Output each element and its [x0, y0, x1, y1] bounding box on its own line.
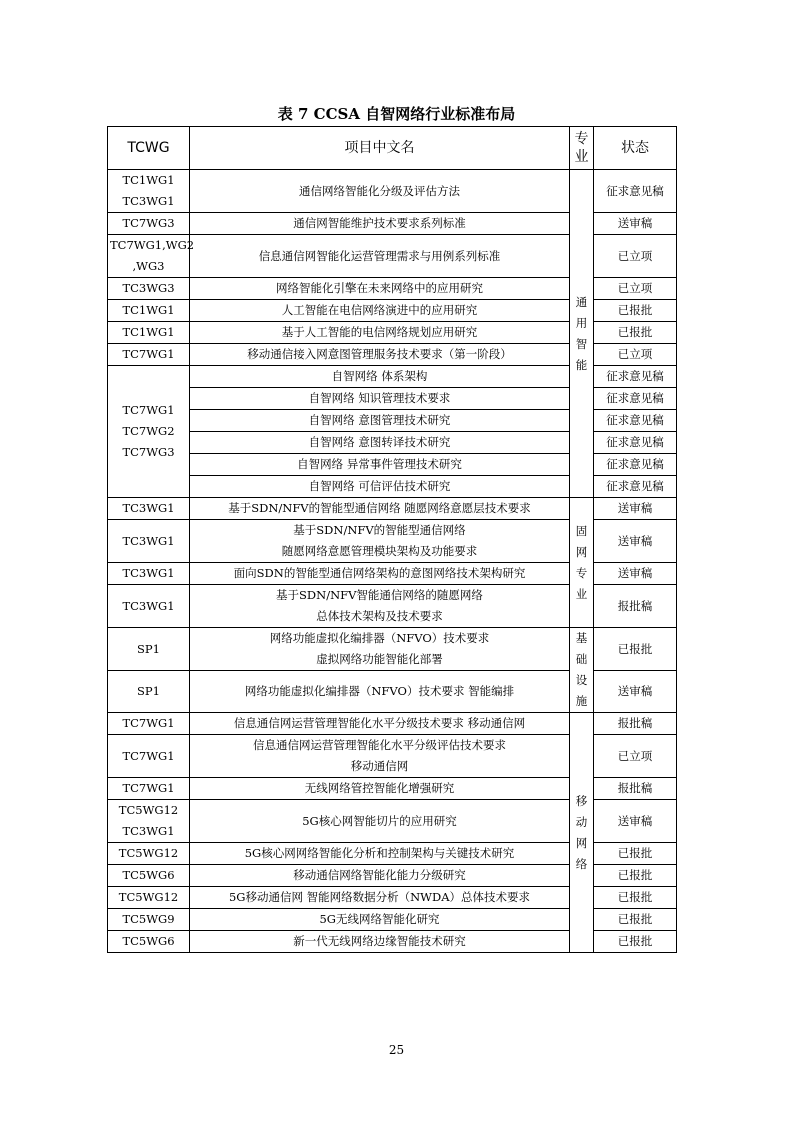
cell-tcwg: TC7WG1 [108, 713, 190, 735]
cell-project: 5G无线网络智能化研究 [190, 909, 570, 931]
cell-project: 网络功能虚拟化编排器（NFVO）技术要求 虚拟网络功能智能化部署 [190, 628, 570, 671]
table-row [108, 713, 677, 735]
cell-status: 征求意见稿 [594, 388, 677, 410]
cell-project: 5G核心网网络智能化分析和控制架构与关键技术研究 [190, 843, 570, 865]
cell-tcwg: TC3WG3 [108, 278, 190, 300]
cell-status: 送审稿 [594, 800, 677, 843]
cell-major-mobile: 移动网络 [570, 713, 594, 953]
cell-status: 已报批 [594, 887, 677, 909]
cell-status: 已报批 [594, 843, 677, 865]
cell-tcwg: TC5WG6 [108, 865, 190, 887]
cell-status: 已报批 [594, 628, 677, 671]
cell-status: 送审稿 [594, 563, 677, 585]
cell-status: 已报批 [594, 931, 677, 953]
cell-major-infra: 基础设施 [570, 628, 594, 713]
cell-tcwg: TC7WG3 [108, 213, 190, 235]
cell-tcwg: TC5WG12 [108, 887, 190, 909]
page-number: 25 [388, 1043, 405, 1057]
cell-tcwg: SP1 [108, 628, 190, 671]
cell-tcwg: TC5WG12 [108, 843, 190, 865]
cell-project: 自智网络 意图转译技术研究 [190, 432, 570, 454]
cell-tcwg: TC5WG6 [108, 931, 190, 953]
cell-project: 基于人工智能的电信网络规划应用研究 [190, 322, 570, 344]
table-row [108, 498, 677, 520]
cell-status: 征求意见稿 [594, 432, 677, 454]
cell-tcwg: TC1WG1 TC3WG1 [108, 170, 190, 213]
cell-status: 已立项 [594, 735, 677, 778]
cell-status: 征求意见稿 [594, 476, 677, 498]
cell-tcwg: TC7WG1 [108, 344, 190, 366]
cell-status: 已立项 [594, 278, 677, 300]
header-project: 项目中文名 [190, 127, 570, 170]
cell-project: 移动通信接入网意图管理服务技术要求（第一阶段） [190, 344, 570, 366]
cell-project: 信息通信网运营管理智能化水平分级技术要求 移动通信网 [190, 713, 570, 735]
cell-tcwg: TC7WG1 [108, 735, 190, 778]
standards-table [107, 126, 677, 953]
cell-project: 通信网络智能化分级及评估方法 [190, 170, 570, 213]
cell-status: 已报批 [594, 322, 677, 344]
cell-major-general: 通用智能 [570, 170, 594, 498]
cell-tcwg: TC1WG1 [108, 300, 190, 322]
cell-tcwg: SP1 [108, 671, 190, 713]
cell-tcwg: TC7WG1,WG2 ,WG3 [108, 235, 190, 278]
cell-project: 面向SDN的智能型通信网络架构的意图网络技术架构研究 [190, 563, 570, 585]
cell-project: 网络功能虚拟化编排器（NFVO）技术要求 智能编排 [190, 671, 570, 713]
cell-project: 人工智能在电信网络演进中的应用研究 [190, 300, 570, 322]
table-row [108, 628, 677, 671]
cell-project: 自智网络 知识管理技术要求 [190, 388, 570, 410]
cell-project: 基于SDN/NFV的智能型通信网络 随愿网络意愿管理模块架构及功能要求 [190, 520, 570, 563]
cell-tcwg: TC1WG1 [108, 322, 190, 344]
table-caption: 表 7 CCSA 自智网络行业标准布局 [277, 105, 516, 123]
cell-project: 基于SDN/NFV智能通信网络的随愿网络 总体技术架构及技术要求 [190, 585, 570, 628]
cell-major-fixed: 固网专业 [570, 498, 594, 628]
cell-status: 送审稿 [594, 213, 677, 235]
cell-tcwg: TC7WG1 [108, 778, 190, 800]
cell-tcwg: TC3WG1 [108, 563, 190, 585]
table-header-row [108, 127, 677, 170]
cell-tcwg: TC7WG1 TC7WG2 TC7WG3 [108, 366, 190, 498]
cell-project: 信息通信网运营管理智能化水平分级评估技术要求 移动通信网 [190, 735, 570, 778]
cell-status: 报批稿 [594, 713, 677, 735]
cell-status: 已报批 [594, 909, 677, 931]
cell-project: 自智网络 意图管理技术研究 [190, 410, 570, 432]
cell-status: 征求意见稿 [594, 170, 677, 213]
cell-status: 征求意见稿 [594, 454, 677, 476]
header-status: 状态 [594, 127, 677, 170]
cell-project: 自智网络 异常事件管理技术研究 [190, 454, 570, 476]
cell-status: 送审稿 [594, 498, 677, 520]
cell-tcwg: TC3WG1 [108, 585, 190, 628]
cell-status: 征求意见稿 [594, 410, 677, 432]
cell-tcwg: TC5WG9 [108, 909, 190, 931]
cell-project: 新一代无线网络边缘智能技术研究 [190, 931, 570, 953]
cell-project: 网络智能化引擎在未来网络中的应用研究 [190, 278, 570, 300]
cell-status: 已立项 [594, 235, 677, 278]
cell-status: 报批稿 [594, 585, 677, 628]
cell-project: 5G移动通信网 智能网络数据分析（NWDA）总体技术要求 [190, 887, 570, 909]
header-tcwg: TCWG [108, 127, 190, 170]
cell-project: 自智网络 可信评估技术研究 [190, 476, 570, 498]
cell-project: 自智网络 体系架构 [190, 366, 570, 388]
cell-tcwg: TC3WG1 [108, 520, 190, 563]
cell-project: 5G核心网智能切片的应用研究 [190, 800, 570, 843]
cell-status: 已报批 [594, 865, 677, 887]
cell-status: 已报批 [594, 300, 677, 322]
cell-tcwg: TC3WG1 [108, 498, 190, 520]
cell-status: 征求意见稿 [594, 366, 677, 388]
cell-tcwg: TC5WG12 TC3WG1 [108, 800, 190, 843]
cell-status: 已立项 [594, 344, 677, 366]
cell-project: 无线网络管控智能化增强研究 [190, 778, 570, 800]
cell-project: 基于SDN/NFV的智能型通信网络 随愿网络意愿层技术要求 [190, 498, 570, 520]
table-row [108, 170, 677, 213]
header-major: 专业 [570, 127, 594, 170]
cell-project: 移动通信网络智能化能力分级研究 [190, 865, 570, 887]
cell-project: 信息通信网智能化运营管理需求与用例系列标准 [190, 235, 570, 278]
cell-status: 送审稿 [594, 671, 677, 713]
cell-status: 送审稿 [594, 520, 677, 563]
cell-status: 报批稿 [594, 778, 677, 800]
cell-project: 通信网智能维护技术要求系列标准 [190, 213, 570, 235]
